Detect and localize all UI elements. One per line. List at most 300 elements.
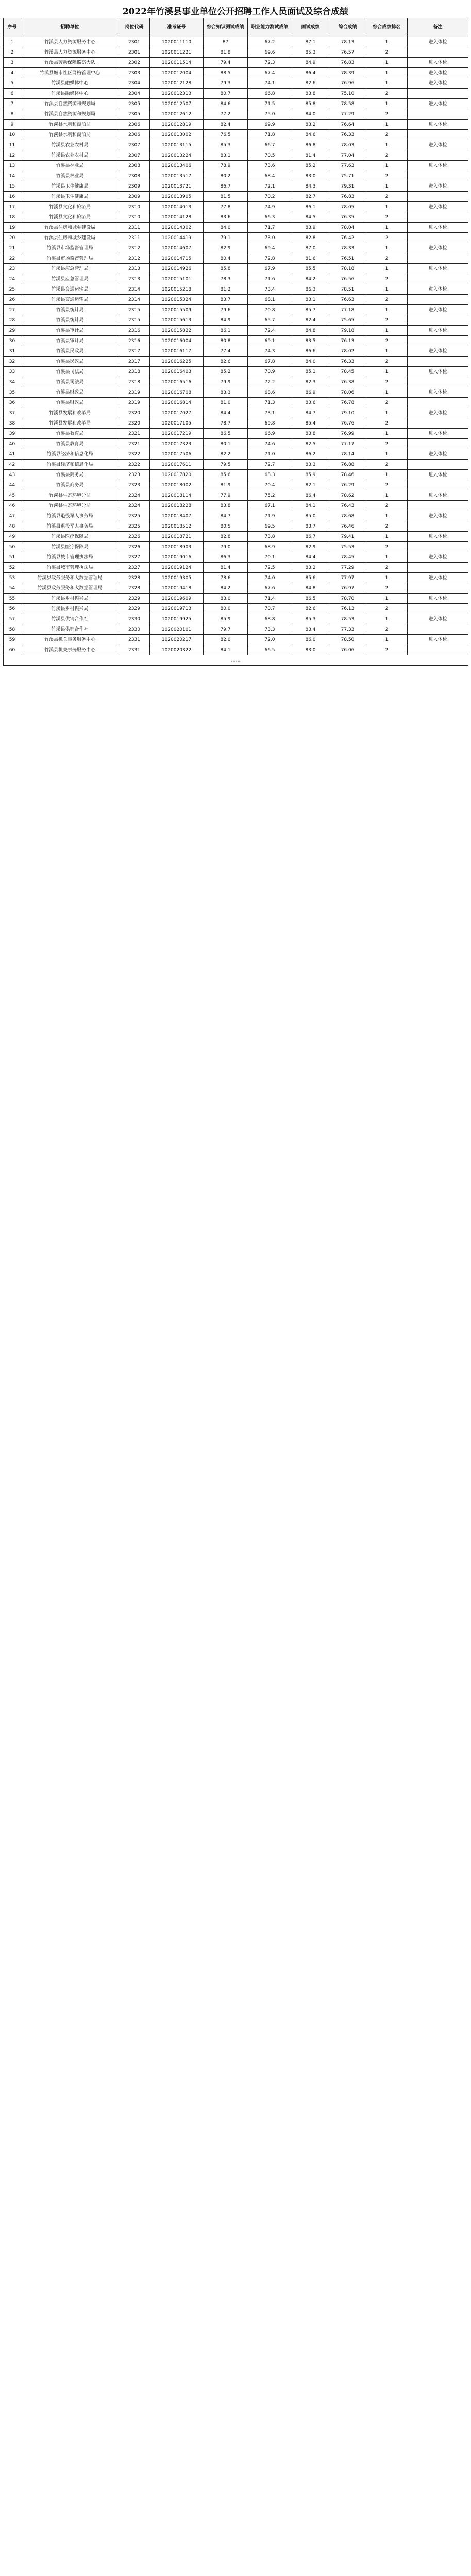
table-cell: 72.2 xyxy=(248,377,292,387)
table-cell: 78.51 xyxy=(329,284,366,295)
table-cell: 2309 xyxy=(119,192,150,202)
table-row xyxy=(4,614,468,624)
table-row xyxy=(4,150,468,161)
table-cell: 1020016516 xyxy=(150,377,204,387)
table-cell: 2329 xyxy=(119,594,150,604)
table-row xyxy=(4,460,468,470)
table-row xyxy=(4,58,468,68)
table-cell: 76.13 xyxy=(329,336,366,346)
table-row xyxy=(4,37,468,47)
table-cell: 70.4 xyxy=(248,480,292,490)
table-row xyxy=(4,253,468,264)
table-cell: 82.9 xyxy=(292,542,329,552)
column-header: 招聘单位 xyxy=(21,18,119,37)
table-row xyxy=(4,181,468,192)
table-cell: 80.1 xyxy=(204,439,248,449)
table-cell: 1020018228 xyxy=(150,501,204,511)
table-cell: 1 xyxy=(366,346,408,357)
table-cell: 79.4 xyxy=(204,58,248,68)
table-cell: 32 xyxy=(4,357,21,367)
table-cell: 16 xyxy=(4,192,21,202)
table-cell: 2307 xyxy=(119,140,150,150)
table-cell: 进入体检 xyxy=(408,408,468,418)
table-cell: 竹溪县发展和改革局 xyxy=(21,418,119,429)
table-cell: 85.9 xyxy=(204,614,248,624)
table-cell: 进入体检 xyxy=(408,326,468,336)
table-row xyxy=(4,635,468,645)
table-cell: 80.8 xyxy=(204,336,248,346)
column-header: 准考证号 xyxy=(150,18,204,37)
table-cell: 71.6 xyxy=(248,274,292,284)
table-cell: 1020012507 xyxy=(150,99,204,109)
table-cell: 79.7 xyxy=(204,624,248,635)
table-cell: 79.5 xyxy=(204,460,248,470)
table-cell: 1 xyxy=(366,635,408,645)
table-cell: 78.45 xyxy=(329,552,366,563)
table-cell: 2314 xyxy=(119,284,150,295)
table-cell: 1020018512 xyxy=(150,521,204,532)
table-cell: 竹溪县水利和湖泊局 xyxy=(21,130,119,140)
column-header: 备注 xyxy=(408,18,468,37)
score-table xyxy=(3,18,468,666)
table-cell: 79.1 xyxy=(204,233,248,243)
table-cell: 79.6 xyxy=(204,305,248,315)
table-cell: 31 xyxy=(4,346,21,357)
table-cell: 2311 xyxy=(119,223,150,233)
table-row xyxy=(4,583,468,594)
table-cell: 1020017105 xyxy=(150,418,204,429)
table-cell: 78.6 xyxy=(204,573,248,583)
table-cell: 2312 xyxy=(119,243,150,253)
table-cell: 52 xyxy=(4,563,21,573)
table-cell: 竹溪县供销合作社 xyxy=(21,614,119,624)
table-cell: 78.50 xyxy=(329,635,366,645)
table-cell: 86.1 xyxy=(292,202,329,212)
table-cell: 85.8 xyxy=(292,99,329,109)
table-cell: 2310 xyxy=(119,212,150,223)
table-cell: 1020020101 xyxy=(150,624,204,635)
table-cell xyxy=(408,89,468,99)
table-cell: 竹溪县机关事务服务中心 xyxy=(21,635,119,645)
table-cell: 竹溪县住房和城乡建设局 xyxy=(21,233,119,243)
table-cell: 2323 xyxy=(119,470,150,480)
table-cell: 1020015613 xyxy=(150,315,204,326)
table-cell: 2309 xyxy=(119,181,150,192)
table-cell: 35 xyxy=(4,387,21,398)
table-cell: 1 xyxy=(366,449,408,460)
table-cell xyxy=(408,47,468,58)
table-cell: 1 xyxy=(366,161,408,171)
table-cell: 竹溪县统计局 xyxy=(21,305,119,315)
table-cell: 76.06 xyxy=(329,645,366,655)
table-cell: 进入体检 xyxy=(408,490,468,501)
table-cell: 41 xyxy=(4,449,21,460)
table-cell: 进入体检 xyxy=(408,37,468,47)
table-cell: 83.1 xyxy=(292,295,329,305)
table-cell: 80.2 xyxy=(204,171,248,181)
table-cell xyxy=(408,253,468,264)
table-cell: 1020017611 xyxy=(150,460,204,470)
table-cell: 26 xyxy=(4,295,21,305)
table-cell: 83.1 xyxy=(204,150,248,161)
table-cell: 71.7 xyxy=(248,223,292,233)
table-cell: 1 xyxy=(366,68,408,78)
table-cell: 2 xyxy=(366,130,408,140)
table-cell: 71.9 xyxy=(248,511,292,521)
table-cell: 2 xyxy=(366,47,408,58)
table-cell: 3 xyxy=(4,58,21,68)
table-cell: 77.18 xyxy=(329,305,366,315)
table-cell: 74.6 xyxy=(248,439,292,449)
table-cell: 竹溪县农业农村局 xyxy=(21,150,119,161)
table-cell: 24 xyxy=(4,274,21,284)
table-cell: 68.3 xyxy=(248,470,292,480)
table-cell: 竹溪县文化和旅游局 xyxy=(21,212,119,223)
table-cell: 85.3 xyxy=(204,140,248,150)
table-cell: 85.4 xyxy=(292,418,329,429)
table-cell: 1 xyxy=(366,552,408,563)
table-cell: 竹溪县经济和信息化局 xyxy=(21,460,119,470)
table-cell: 19 xyxy=(4,223,21,233)
table-cell: 竹溪县城市管理执法局 xyxy=(21,552,119,563)
table-cell: 76.38 xyxy=(329,377,366,387)
table-cell: 85.2 xyxy=(204,367,248,377)
table-cell: 竹溪县林业局 xyxy=(21,171,119,181)
table-cell: 1 xyxy=(366,264,408,274)
table-cell: 73.4 xyxy=(248,284,292,295)
table-row xyxy=(4,439,468,449)
table-cell: 进入体检 xyxy=(408,68,468,78)
table-cell: 76.35 xyxy=(329,212,366,223)
table-cell: 84.8 xyxy=(292,326,329,336)
table-cell: 73.1 xyxy=(248,408,292,418)
table-cell: 2305 xyxy=(119,99,150,109)
table-cell: 竹溪县发展和改革局 xyxy=(21,408,119,418)
table-cell: 竹溪县统计局 xyxy=(21,315,119,326)
table-cell: 1 xyxy=(366,614,408,624)
table-cell: 竹溪县交通运输局 xyxy=(21,295,119,305)
table-cell: 1020012004 xyxy=(150,68,204,78)
table-cell: 82.8 xyxy=(292,233,329,243)
table-cell xyxy=(408,645,468,655)
table-cell: 2305 xyxy=(119,109,150,120)
table-cell: 竹溪县商务局 xyxy=(21,480,119,490)
table-cell: 竹溪县生态环境分局 xyxy=(21,501,119,511)
table-cell: 1020014926 xyxy=(150,264,204,274)
table-cell: 1 xyxy=(366,140,408,150)
table-cell: 2302 xyxy=(119,58,150,68)
table-cell: 78.39 xyxy=(329,68,366,78)
table-cell: 82.8 xyxy=(204,532,248,542)
table-cell: 2306 xyxy=(119,120,150,130)
table-cell: 69.9 xyxy=(248,120,292,130)
table-cell: 进入体检 xyxy=(408,120,468,130)
table-cell: 进入体检 xyxy=(408,552,468,563)
table-cell xyxy=(408,542,468,552)
table-cell: 1 xyxy=(366,490,408,501)
table-cell: 79.41 xyxy=(329,532,366,542)
table-row xyxy=(4,130,468,140)
table-cell: 85.7 xyxy=(292,305,329,315)
table-row xyxy=(4,78,468,89)
table-cell: 竹溪县退役军人事务局 xyxy=(21,521,119,532)
table-cell: 竹溪县供销合作社 xyxy=(21,624,119,635)
table-cell: 84.4 xyxy=(292,552,329,563)
table-cell: 83.2 xyxy=(292,563,329,573)
table-cell xyxy=(408,171,468,181)
table-cell: 2 xyxy=(366,295,408,305)
column-header: 岗位代码 xyxy=(119,18,150,37)
table-cell: 竹溪县经济和信息化局 xyxy=(21,449,119,460)
table-cell: 77.29 xyxy=(329,109,366,120)
table-cell: 75.0 xyxy=(248,109,292,120)
table-cell: 72.8 xyxy=(248,253,292,264)
table-cell: 82.0 xyxy=(204,635,248,645)
table-cell xyxy=(408,604,468,614)
table-row xyxy=(4,624,468,635)
table-cell: 66.9 xyxy=(248,429,292,439)
table-cell: 86.9 xyxy=(292,387,329,398)
table-cell: 83.9 xyxy=(292,223,329,233)
table-cell: 竹溪县民政局 xyxy=(21,346,119,357)
table-cell: 2 xyxy=(366,645,408,655)
table-cell: 48 xyxy=(4,521,21,532)
table-cell: 2 xyxy=(366,192,408,202)
table-cell: 66.5 xyxy=(248,645,292,655)
table-cell: 73.8 xyxy=(248,532,292,542)
table-cell: 进入体检 xyxy=(408,511,468,521)
table-cell: 76.64 xyxy=(329,120,366,130)
table-cell: 78.06 xyxy=(329,387,366,398)
table-cell: 82.4 xyxy=(204,120,248,130)
table-cell: 82.2 xyxy=(204,449,248,460)
table-cell: 1020019016 xyxy=(150,552,204,563)
table-cell: 86.3 xyxy=(292,284,329,295)
table-cell: 2308 xyxy=(119,171,150,181)
table-row xyxy=(4,563,468,573)
table-cell: 1020012128 xyxy=(150,78,204,89)
table-cell: 2317 xyxy=(119,357,150,367)
table-cell: 86.5 xyxy=(292,594,329,604)
table-cell: 进入体检 xyxy=(408,429,468,439)
table-cell: 82.6 xyxy=(292,604,329,614)
table-cell: 1 xyxy=(366,37,408,47)
table-cell: 竹溪县教育局 xyxy=(21,439,119,449)
table-cell: 2313 xyxy=(119,274,150,284)
table-cell: 78.33 xyxy=(329,243,366,253)
table-cell: 82.6 xyxy=(204,357,248,367)
table-row xyxy=(4,223,468,233)
table-cell: 60 xyxy=(4,645,21,655)
table-row xyxy=(4,212,468,223)
table-cell: 73.3 xyxy=(248,624,292,635)
table-row xyxy=(4,47,468,58)
table-cell: 68.6 xyxy=(248,387,292,398)
table-cell: 1020013224 xyxy=(150,150,204,161)
table-cell: 77.9 xyxy=(204,490,248,501)
table-cell: 1 xyxy=(366,243,408,253)
table-cell: 竹溪县应急管理局 xyxy=(21,274,119,284)
table-row xyxy=(4,604,468,614)
table-row xyxy=(4,645,468,655)
table-cell: 1020011110 xyxy=(150,37,204,47)
table-cell: 2306 xyxy=(119,130,150,140)
table-cell: 84.0 xyxy=(204,223,248,233)
table-row xyxy=(4,501,468,511)
table-cell: 进入体检 xyxy=(408,202,468,212)
table-cell: 2307 xyxy=(119,150,150,161)
table-row xyxy=(4,521,468,532)
table-cell: 2 xyxy=(366,418,408,429)
table-cell: 2 xyxy=(366,150,408,161)
table-cell xyxy=(408,274,468,284)
table-cell: 竹溪县自然资源和规划局 xyxy=(21,99,119,109)
table-cell: 78.05 xyxy=(329,202,366,212)
table-cell: 81.5 xyxy=(204,192,248,202)
table-cell: 37 xyxy=(4,408,21,418)
table-cell xyxy=(408,336,468,346)
table-cell xyxy=(408,377,468,387)
table-cell: 1020012819 xyxy=(150,120,204,130)
table-cell: 2327 xyxy=(119,563,150,573)
table-cell: 1 xyxy=(366,532,408,542)
table-cell: 44 xyxy=(4,480,21,490)
table-cell: 56 xyxy=(4,604,21,614)
table-cell: 竹溪县卫生健康局 xyxy=(21,192,119,202)
table-cell: 86.1 xyxy=(204,326,248,336)
table-cell: 9 xyxy=(4,120,21,130)
table-cell: 2 xyxy=(366,274,408,284)
table-cell: 1020020217 xyxy=(150,635,204,645)
table-row xyxy=(4,192,468,202)
table-cell: 46 xyxy=(4,501,21,511)
table-cell: 2 xyxy=(366,357,408,367)
table-row xyxy=(4,594,468,604)
table-cell: 78.14 xyxy=(329,449,366,460)
table-cell: 84.7 xyxy=(204,511,248,521)
table-cell: 76.83 xyxy=(329,192,366,202)
table-cell: 进入体检 xyxy=(408,181,468,192)
table-row xyxy=(4,89,468,99)
table-cell: 78.62 xyxy=(329,490,366,501)
table-row xyxy=(4,532,468,542)
table-cell: 1020013517 xyxy=(150,171,204,181)
table-cell: 76.43 xyxy=(329,501,366,511)
table-row xyxy=(4,284,468,295)
table-cell: 84.2 xyxy=(292,274,329,284)
table-cell: 竹溪县政务服务和大数据管理局 xyxy=(21,583,119,594)
table-cell: 84.3 xyxy=(292,181,329,192)
table-cell: 竹溪县水利和湖泊局 xyxy=(21,120,119,130)
table-cell: 39 xyxy=(4,429,21,439)
table-cell: 1020015509 xyxy=(150,305,204,315)
table-cell: 1020017506 xyxy=(150,449,204,460)
table-cell: 竹溪县审计局 xyxy=(21,326,119,336)
table-cell xyxy=(408,563,468,573)
table-cell: 1 xyxy=(366,429,408,439)
table-cell: 2319 xyxy=(119,387,150,398)
table-cell xyxy=(408,460,468,470)
table-cell: 84.0 xyxy=(292,109,329,120)
table-cell: 2318 xyxy=(119,377,150,387)
table-cell: 2303 xyxy=(119,68,150,78)
table-cell: 进入体检 xyxy=(408,614,468,624)
table-cell: 45 xyxy=(4,490,21,501)
table-cell: 76.42 xyxy=(329,233,366,243)
table-cell: 1020016814 xyxy=(150,398,204,408)
table-cell xyxy=(408,583,468,594)
table-cell: 10 xyxy=(4,130,21,140)
table-cell: 82.7 xyxy=(292,192,329,202)
table-cell: 40 xyxy=(4,439,21,449)
table-cell: 86.2 xyxy=(292,449,329,460)
table-cell: 77.4 xyxy=(204,346,248,357)
table-cell: 2317 xyxy=(119,346,150,357)
table-cell: 66.3 xyxy=(248,212,292,223)
table-cell: 14 xyxy=(4,171,21,181)
table-cell: 76.51 xyxy=(329,253,366,264)
table-cell: 82.1 xyxy=(292,480,329,490)
table-cell: 2 xyxy=(366,253,408,264)
table-cell: 81.9 xyxy=(204,480,248,490)
table-cell: 30 xyxy=(4,336,21,346)
table-cell: 76.5 xyxy=(204,130,248,140)
table-cell: 22 xyxy=(4,253,21,264)
table-cell: 67.8 xyxy=(248,357,292,367)
table-cell: 1 xyxy=(366,367,408,377)
table-cell: 81.4 xyxy=(204,563,248,573)
table-cell: 2330 xyxy=(119,624,150,635)
table-cell: 竹溪县医疗保障局 xyxy=(21,532,119,542)
table-cell: 1020019925 xyxy=(150,614,204,624)
table-cell: 2 xyxy=(366,583,408,594)
table-cell: 1020016004 xyxy=(150,336,204,346)
table-cell: 2330 xyxy=(119,614,150,624)
table-cell: 82.5 xyxy=(292,439,329,449)
table-row xyxy=(4,120,468,130)
table-cell: 17 xyxy=(4,202,21,212)
table-cell: 2304 xyxy=(119,89,150,99)
table-cell: 77.17 xyxy=(329,439,366,449)
table-cell: 6 xyxy=(4,89,21,99)
column-header: 面试成绩 xyxy=(292,18,329,37)
table-cell: 78.18 xyxy=(329,264,366,274)
table-cell: 2324 xyxy=(119,501,150,511)
table-cell: 进入体检 xyxy=(408,449,468,460)
table-cell: 2328 xyxy=(119,583,150,594)
table-cell: 竹溪县司法局 xyxy=(21,367,119,377)
table-cell: 竹溪县城市社区网格管理中心 xyxy=(21,68,119,78)
table-cell: 竹溪县人力资源服务中心 xyxy=(21,37,119,47)
table-row xyxy=(4,326,468,336)
table-cell: 77.29 xyxy=(329,563,366,573)
table-cell: 1020013905 xyxy=(150,192,204,202)
table-cell: 84.7 xyxy=(292,408,329,418)
table-cell: 79.18 xyxy=(329,326,366,336)
table-cell: 83.3 xyxy=(204,387,248,398)
table-cell: 2 xyxy=(366,212,408,223)
table-cell: 1020018903 xyxy=(150,542,204,552)
table-cell: 69.6 xyxy=(248,47,292,58)
table-cell: 42 xyxy=(4,460,21,470)
table-row xyxy=(4,68,468,78)
table-cell: 78.70 xyxy=(329,594,366,604)
column-header: 序号 xyxy=(4,18,21,37)
table-cell: 66.8 xyxy=(248,89,292,99)
table-cell: 84.5 xyxy=(292,212,329,223)
table-cell: 81.8 xyxy=(204,47,248,58)
table-row xyxy=(4,295,468,305)
